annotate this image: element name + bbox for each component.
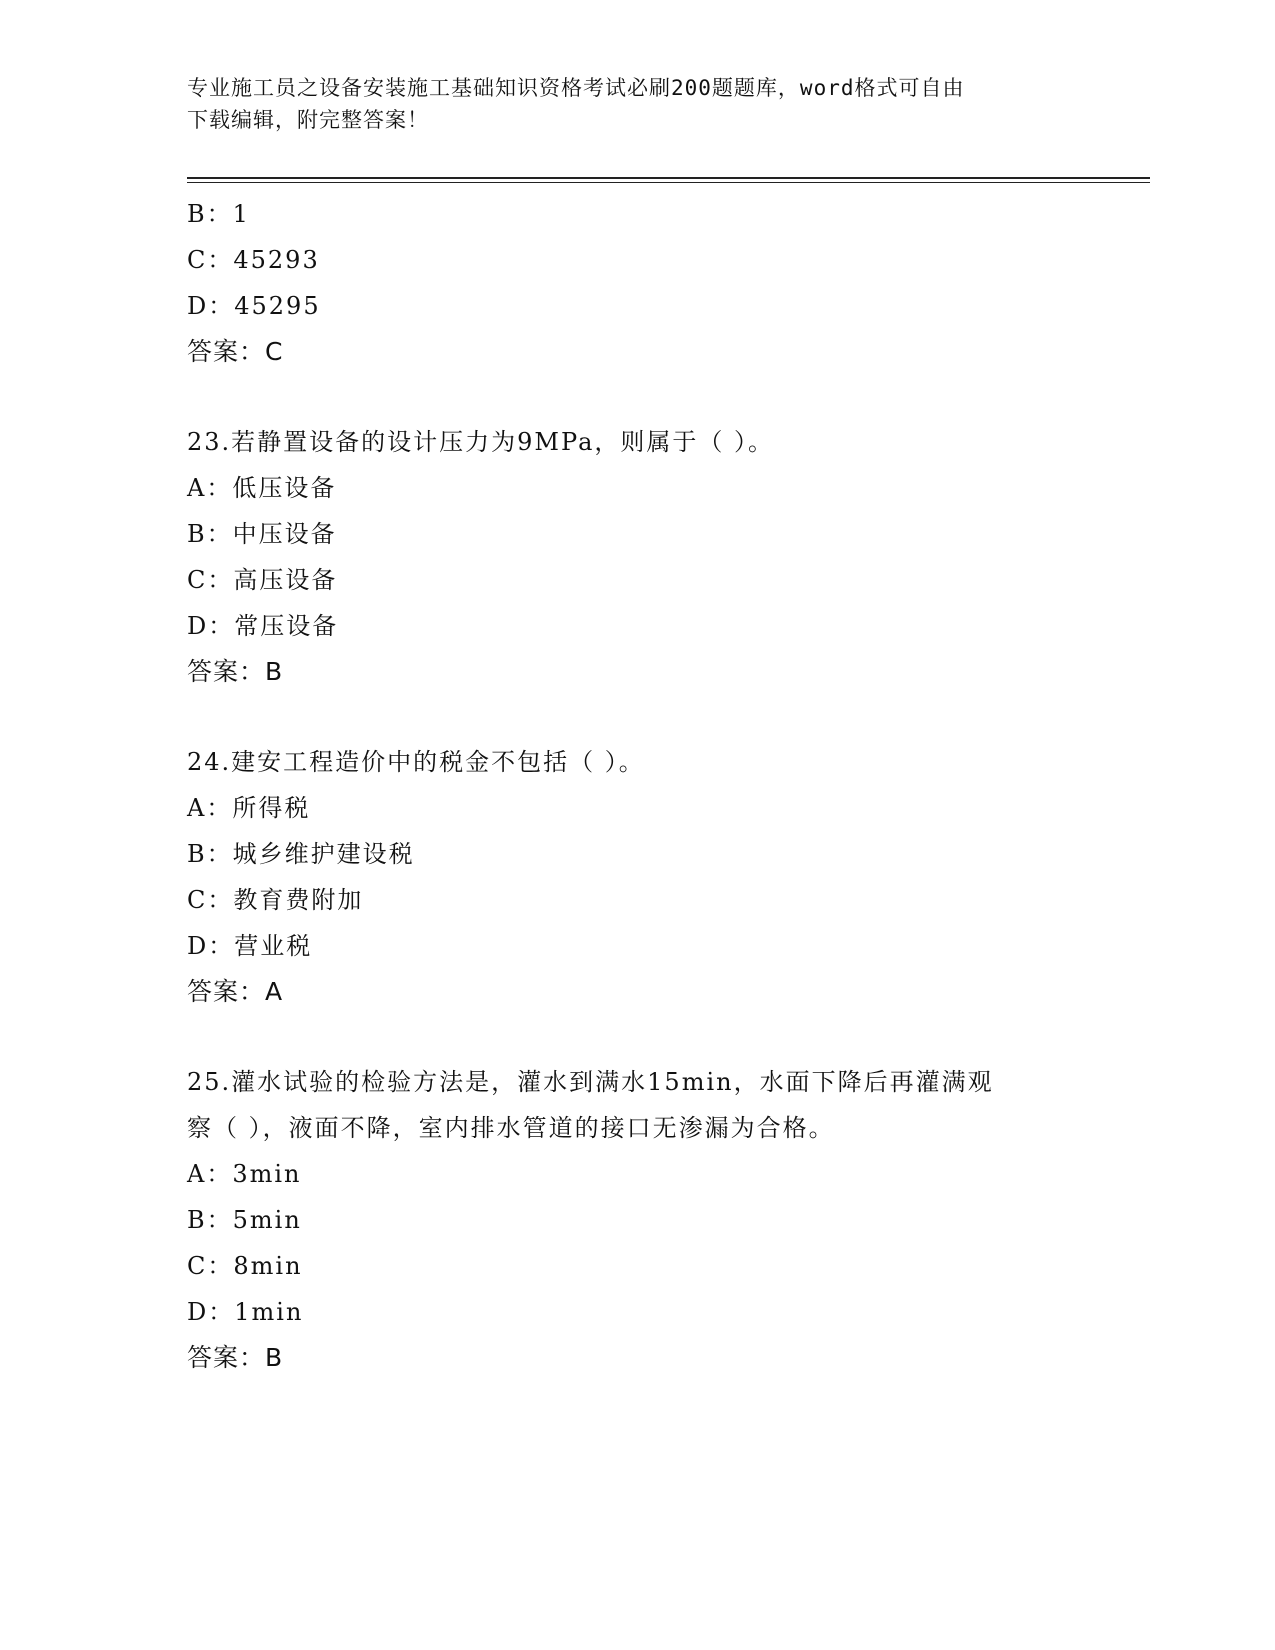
- option-b: B：1: [187, 200, 250, 228]
- option-a: A：所得税: [187, 794, 311, 822]
- question-list: [187, 191, 1147, 1381]
- option-b: B：中压设备: [187, 520, 337, 548]
- option-d: D：1min: [187, 1298, 304, 1326]
- header-line-2: 下载编辑，附完整答案！: [187, 108, 429, 132]
- question-text: 24.建安工程造价中的税金不包括（ ）。: [187, 748, 645, 776]
- header-line-1: 专业施工员之设备安装施工基础知识资格考试必刷200题题库，word格式可自由: [187, 76, 965, 100]
- option-d: D：营业税: [187, 932, 313, 960]
- option-c: C：45293: [187, 246, 320, 274]
- option-c: C：8min: [187, 1252, 303, 1280]
- answer-line: 答案：B: [187, 657, 284, 686]
- answer-line: 答案：B: [187, 1343, 284, 1372]
- question-block-23: [187, 419, 1147, 695]
- spacer: [187, 375, 1147, 419]
- prev-question-block: [187, 191, 1147, 375]
- option-a: A：3min: [187, 1160, 302, 1188]
- option-d: D：常压设备: [187, 612, 339, 640]
- option-d: D：45295: [187, 292, 321, 320]
- spacer: [187, 1015, 1147, 1059]
- answer-line: 答案：A: [187, 977, 284, 1006]
- question-text: 23.若静置设备的设计压力为9MPa，则属于（ ）。: [187, 428, 775, 456]
- option-a: A：低压设备: [187, 474, 337, 502]
- option-b: B：5min: [187, 1206, 302, 1234]
- header-divider: [187, 177, 1150, 183]
- question-text-line-2: 察（ ），液面不降，室内排水管道的接口无渗漏为合格。: [187, 1114, 835, 1142]
- option-b: B：城乡维护建设税: [187, 840, 415, 868]
- document-header: [187, 72, 1087, 136]
- option-c: C：教育费附加: [187, 886, 364, 914]
- spacer: [187, 695, 1147, 739]
- answer-line: 答案：C: [187, 337, 284, 366]
- question-text-line-1: 25.灌水试验的检验方法是，灌水到满水15min，水面下降后再灌满观: [187, 1068, 994, 1096]
- question-block-25: [187, 1059, 1147, 1381]
- question-block-24: [187, 739, 1147, 1015]
- option-c: C：高压设备: [187, 566, 338, 594]
